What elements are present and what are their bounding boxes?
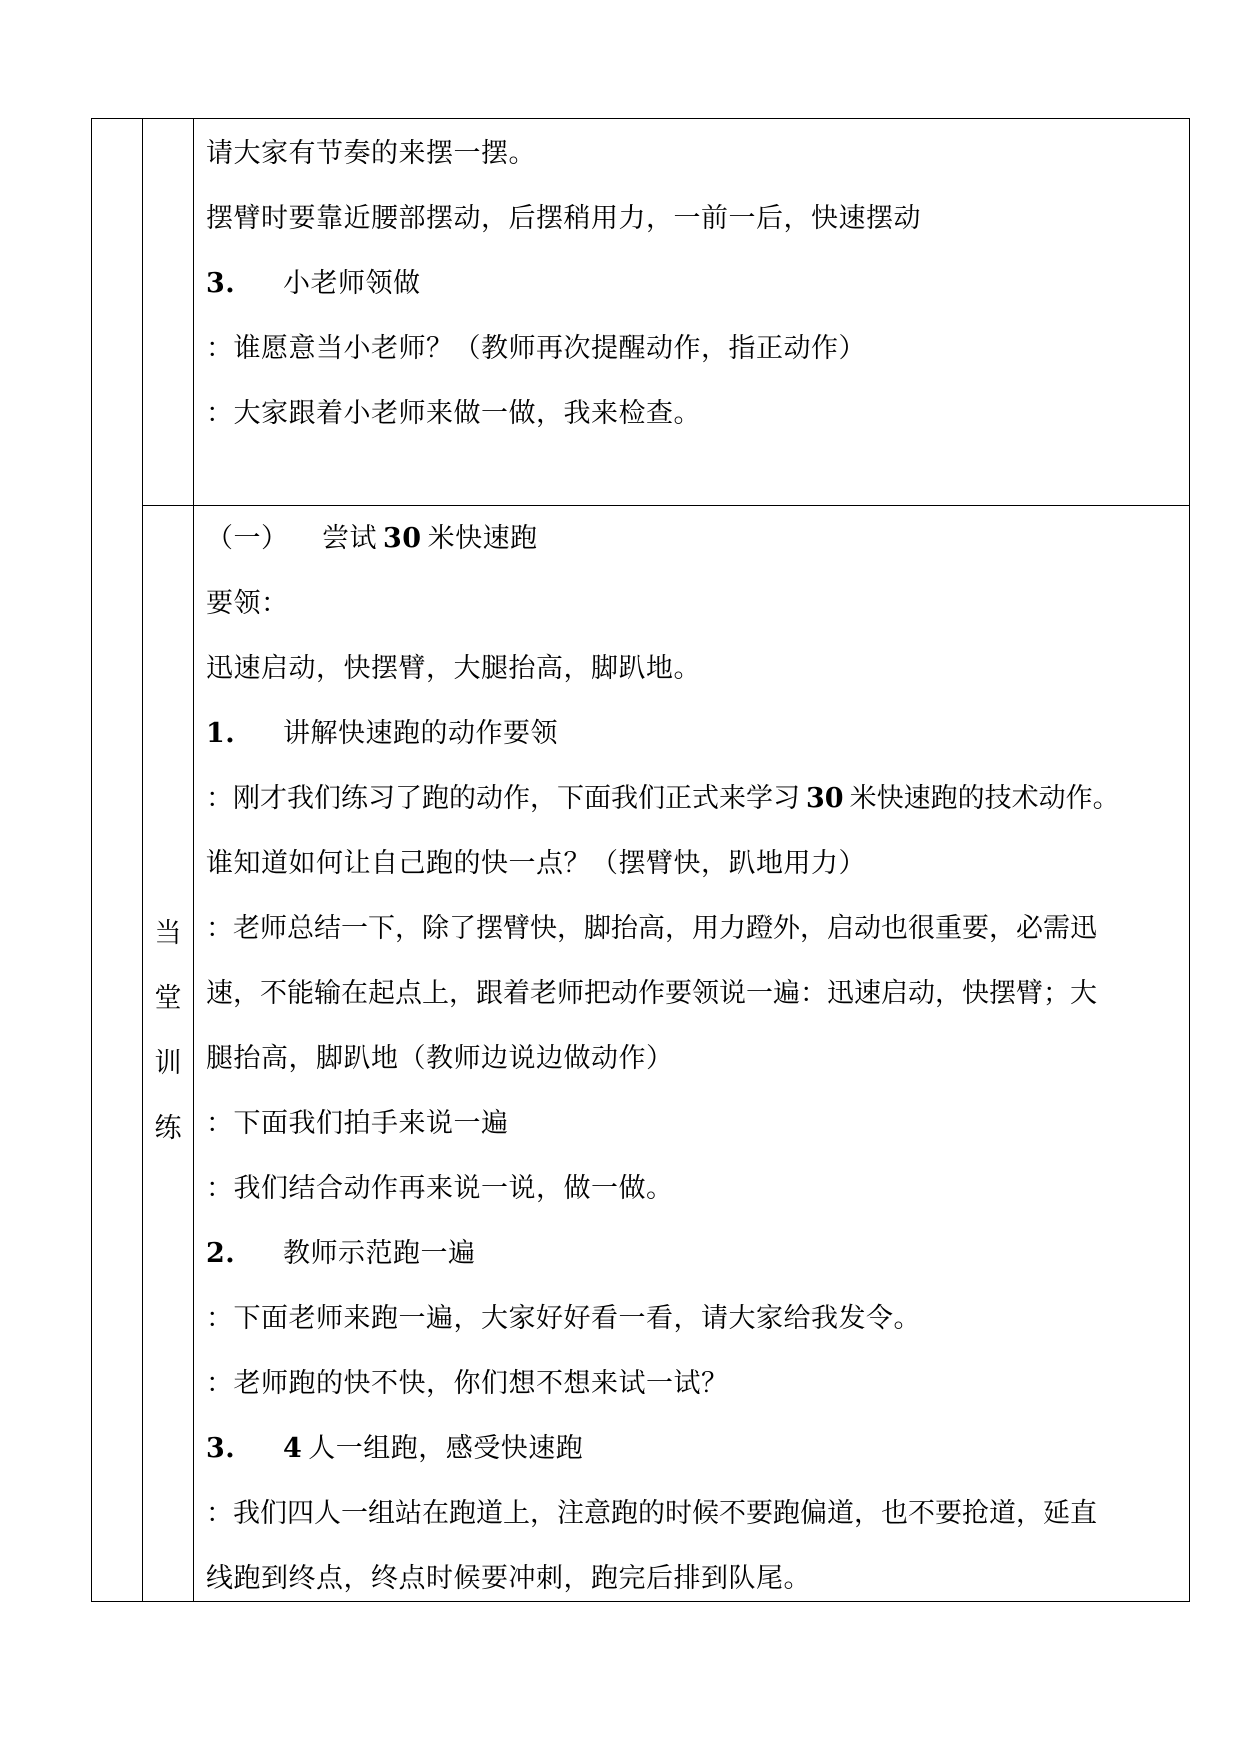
text-line: 线跑到终点，终点时候要冲刺，跑完后排到队尾。 xyxy=(206,1563,811,1594)
key-label: 要领： xyxy=(206,588,289,619)
text-number: 30 xyxy=(806,783,844,814)
text-line: ：大家跟着小老师来做一做，我来检查。 xyxy=(206,398,701,429)
key-text: 迅速启动，快摆臂，大腿抬高，脚趴地。 xyxy=(206,653,701,684)
step-title: 人一组跑，感受快速跑 xyxy=(308,1433,584,1464)
section-marker: （一） xyxy=(206,523,289,554)
column-divider-2 xyxy=(193,119,194,1601)
row1-content xyxy=(206,121,1181,446)
step-number: 3. xyxy=(206,1433,236,1464)
text-line: ：下面我们拍手来说一遍 xyxy=(206,1108,509,1139)
section-text-b: 米快速跑 xyxy=(427,523,538,554)
text-line: 腿抬高，脚趴地（教师边说边做动作） xyxy=(206,1043,674,1074)
text-line: ：老师总结一下，除了摆臂快，脚抬高，用力蹬外，启动也很重要，必需迅 xyxy=(206,913,1097,944)
side-label-char: 训 xyxy=(154,1048,182,1079)
side-label-char: 堂 xyxy=(154,983,182,1014)
lesson-table xyxy=(91,118,1190,1602)
column-divider-1 xyxy=(142,119,143,1601)
text-line: ：下面老师来跑一遍，大家好好看一看，请大家给我发令。 xyxy=(206,1303,921,1334)
step-heading xyxy=(206,1416,1181,1481)
step-heading xyxy=(206,251,1181,316)
text-line xyxy=(206,766,1181,831)
row2-content xyxy=(206,506,1181,1611)
text-line: 请大家有节奏的来摆一摆。 xyxy=(206,138,536,169)
side-label-char: 练 xyxy=(154,1113,182,1144)
step-group-size: 4 xyxy=(283,1433,303,1464)
step-title: 教师示范跑一遍 xyxy=(283,1238,476,1269)
step-title: 讲解快速跑的动作要领 xyxy=(283,718,558,749)
section-text-a: 尝试 xyxy=(322,523,377,554)
text-line: ：谁愿意当小老师？（教师再次提醒动作，指正动作） xyxy=(206,333,866,364)
section-heading xyxy=(206,506,1181,571)
text-line: ：我们四人一组站在跑道上，注意跑的时候不要跑偏道，也不要抢道，延直 xyxy=(206,1498,1097,1529)
text-line: 速，不能输在起点上，跟着老师把动作要领说一遍：迅速启动，快摆臂；大 xyxy=(206,978,1097,1009)
step-number: 2. xyxy=(206,1238,236,1269)
text-line: ：我们结合动作再来说一说，做一做。 xyxy=(206,1173,674,1204)
text-line: ：老师跑的快不快，你们想不想来试一试？ xyxy=(206,1368,729,1399)
step-heading xyxy=(206,1221,1181,1286)
step-number: 1. xyxy=(206,718,236,749)
side-label xyxy=(143,901,193,1161)
text-line: 谁知道如何让自己跑的快一点？（摆臂快，趴地用力） xyxy=(206,848,866,879)
section-number: 30 xyxy=(383,523,422,554)
side-label-char: 当 xyxy=(154,918,182,949)
step-heading xyxy=(206,701,1181,766)
step-number: 3. xyxy=(206,268,236,299)
text-segment: ：刚才我们练习了跑的动作，下面我们正式来学习 xyxy=(206,783,800,814)
text-line: 摆臂时要靠近腰部摆动，后摆稍用力，一前一后，快速摆动 xyxy=(206,203,921,234)
text-segment: 米快速跑的技术动作。 xyxy=(849,783,1120,814)
step-title: 小老师领做 xyxy=(283,268,421,299)
